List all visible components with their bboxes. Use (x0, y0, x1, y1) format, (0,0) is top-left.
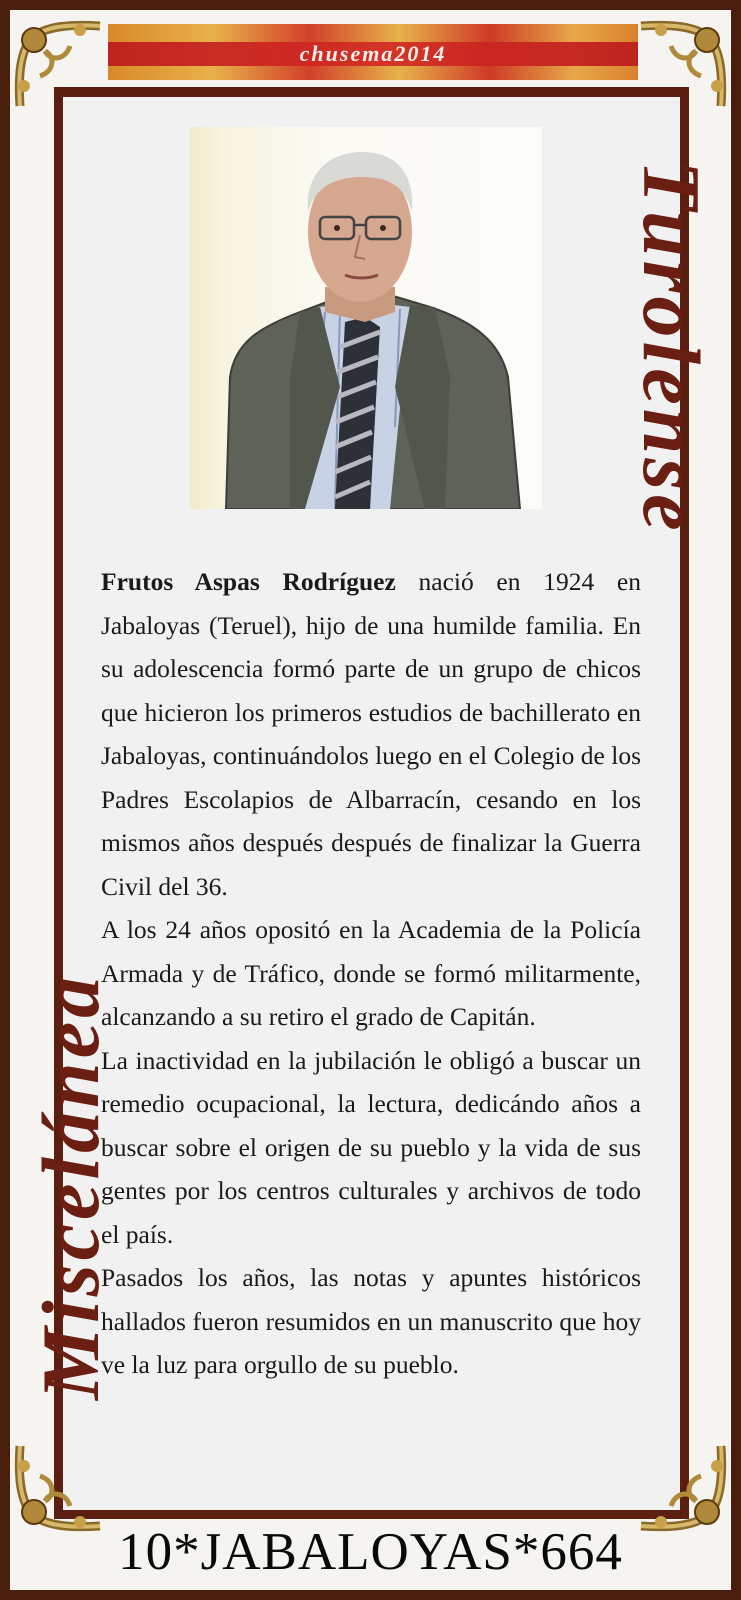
bio-paragraph-4: Pasados los años, las notas y apuntes históricos hallados fueron resumidos en un manuscrito que hoy ve la luz para orgullo de su pueblo. (101, 1263, 641, 1379)
side-label-left: Miscelánea (25, 972, 116, 1400)
footer-caption: 10*JABALOYAS*664 (118, 1523, 623, 1581)
biography-text (101, 560, 641, 1387)
portrait-photo (190, 127, 542, 509)
bio-paragraph-1-text: nació en 1924 en Jabaloyas (Teruel), hijo de una humilde familia. En su adolescencia formó parte de un grupo de chicos que hicieron los primeros estudios de bachillerato en Jabaloyas, continuándolos luego en el Colegio de los Padres Escolapios de Albarracín, cesando en los mismos años después después de finalizar la Guerra Civil del 36. (101, 567, 641, 901)
bio-paragraph-3: La inactividad en la jubilación le obligó a buscar un remedio ocupacional, la lectura, dedicándo años a buscar sobre el origen de su pueblo y la vida de sus gentes por los centros culturales y archivos de todo el país. (101, 1045, 641, 1249)
person-name: Frutos Aspas Rodríguez (101, 567, 396, 596)
banner-signature: chusema2014 (299, 41, 447, 66)
side-label-right: Turolense (626, 160, 717, 535)
bio-paragraph-2: A los 24 años opositó en la Academia de la Policía Armada y de Tráfico, donde se formó militarmente, alcanzando a su retiro el grado de Capitán. (101, 915, 641, 1031)
bio-paragraph-1 (101, 560, 641, 908)
signature-banner (108, 24, 638, 80)
